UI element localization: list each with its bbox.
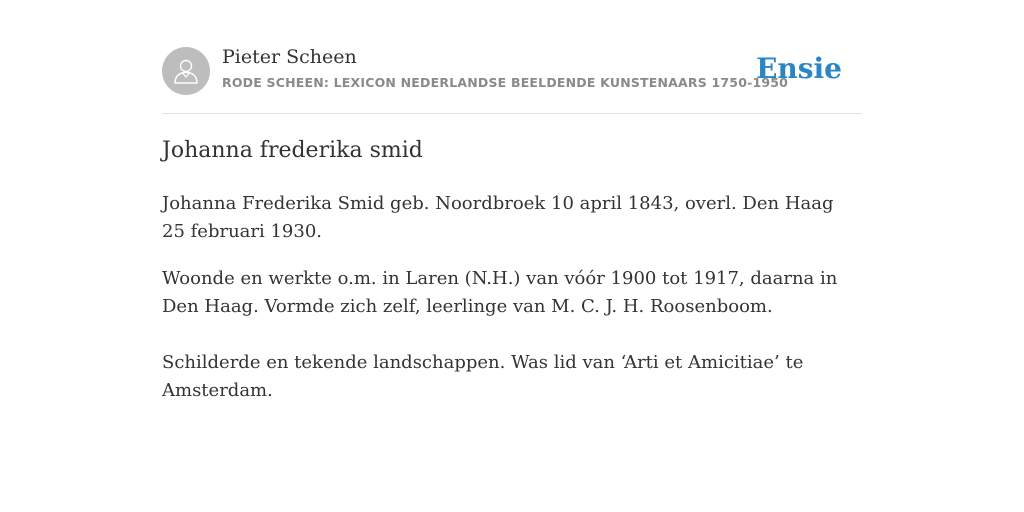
article-header: [162, 0, 862, 114]
article-paragraph: Schilderde en tekende landschappen. Was lid van ‘Arti et Amicitiae’ te Amsterdam.: [162, 352, 804, 401]
article-card: [162, 0, 862, 401]
article-paragraph: Johanna Frederika Smid geb. Noordbroek 10 april 1843, overl. Den Haag 25 februari 1930.: [162, 193, 834, 242]
article-title: Johanna frederika smid: [162, 138, 423, 163]
avatar[interactable]: [162, 47, 210, 95]
brand-logo[interactable]: Ensie: [756, 52, 842, 85]
user-silhouette-icon: [171, 56, 201, 86]
article-paragraph: Woonde en werkte o.m. in Laren (N.H.) van vóór 1900 tot 1917, daarna in Den Haag. Vormde zich zelf, leerlinge van M. C. J. H. Roosenboom.: [162, 268, 838, 317]
author-name[interactable]: Pieter Scheen: [222, 46, 357, 68]
source-title[interactable]: RODE SCHEEN: LEXICON NEDERLANDSE BEELDENDE KUNSTENAARS 1750-1950: [222, 75, 789, 90]
